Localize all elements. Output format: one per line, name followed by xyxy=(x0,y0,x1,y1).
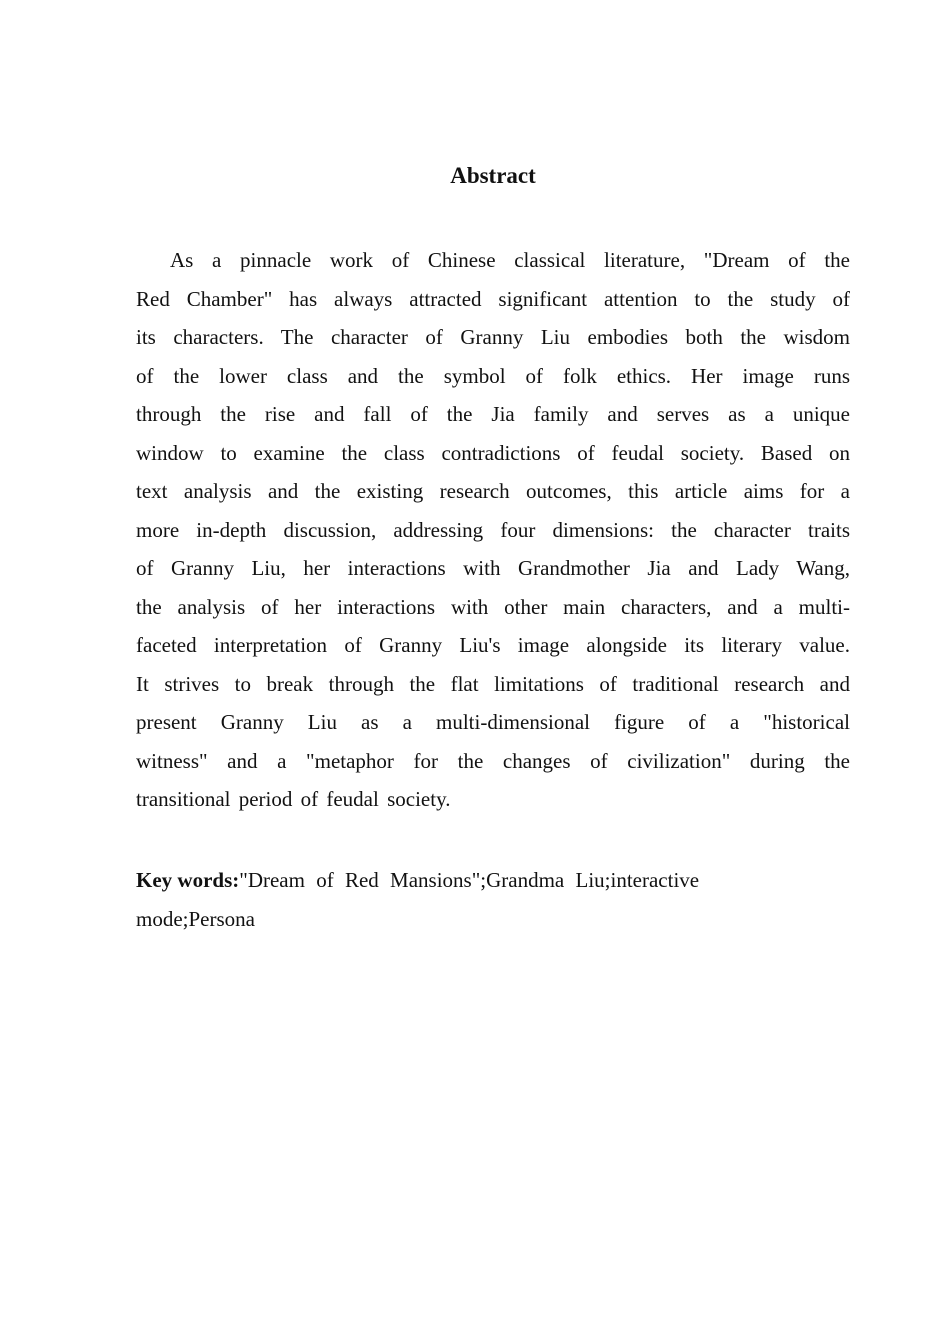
abstract-line: of Granny Liu, her interactions with Grandmother Jia and Lady Wang, xyxy=(136,556,850,580)
keywords-label: Key words: xyxy=(136,868,240,892)
abstract-line: faceted interpretation of Granny Liu's image alongside its literary value. xyxy=(136,633,850,657)
keywords-section xyxy=(136,863,736,940)
keywords-line: mode;Persona xyxy=(136,906,255,931)
abstract-line: window to examine the class contradictions of feudal society. Based on xyxy=(136,440,850,465)
abstract-line: through the rise and fall of the Jia family and serves as a unique xyxy=(136,402,850,426)
abstract-line: the analysis of her interactions with other main characters, and a multi- xyxy=(136,594,850,619)
abstract-line: transitional period of feudal society. xyxy=(136,787,451,811)
abstract-line: witness" and a "metaphor for the changes of civilization" during the xyxy=(136,748,850,773)
keywords-line xyxy=(136,863,736,902)
abstract-line: of the lower class and the symbol of folk ethics. Her image runs xyxy=(136,363,850,388)
abstract-line: text analysis and the existing research outcomes, this article aims for a xyxy=(136,479,850,503)
abstract-title: Abstract xyxy=(450,163,536,188)
abstract-line: present Granny Liu as a multi-dimensional figure of a "historical xyxy=(136,710,850,734)
abstract-line: It strives to break through the flat limitations of traditional research and xyxy=(136,671,850,696)
abstract-line: As a pinnacle work of Chinese classical literature, "Dream of the xyxy=(170,248,850,272)
abstract-line: more in-depth discussion, addressing four dimensions: the character traits xyxy=(136,517,850,542)
keywords-text: "Dream of Red Mansions";Grandma Liu;interactive xyxy=(239,868,700,892)
abstract-line: its characters. The character of Granny Liu embodies both the wisdom xyxy=(136,325,850,349)
abstract-body xyxy=(136,243,850,821)
abstract-line: Red Chamber" has always attracted significant attention to the study of xyxy=(136,286,850,311)
